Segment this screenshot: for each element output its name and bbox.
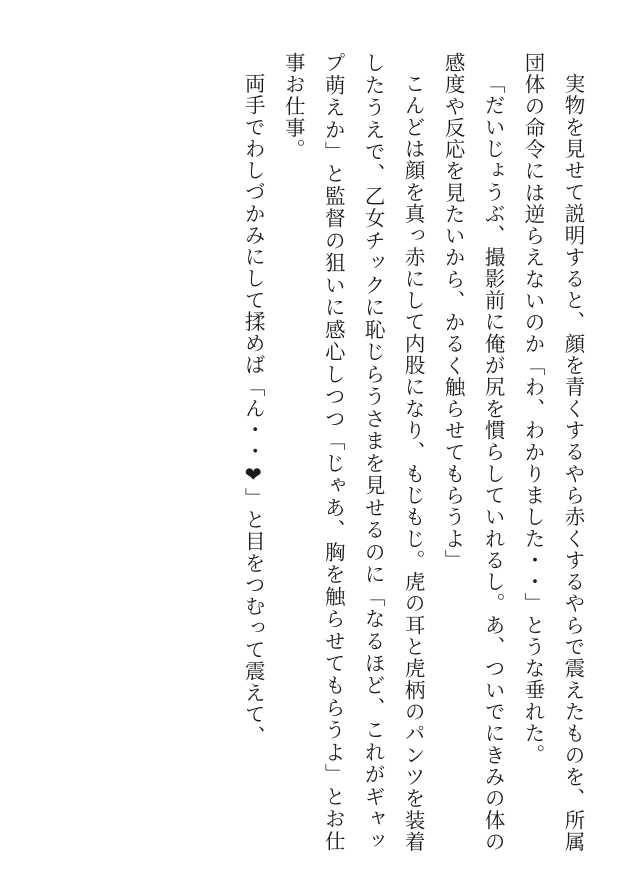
paragraph-1: 実物を見せて説明すると、顔を青くするやら赤くするやらで震えたものを、所属団体の命令には逆らえないのか「わ、わかりました・・」とうな垂れた。 xyxy=(521,52,585,852)
vertical-text-body xyxy=(40,52,592,852)
paragraph-3: こんどは顔を真っ赤にして内股になり、もじもじ。虎の耳と虎柄のパンツを装着したうえで、乙女チックに恥じらうさまを見せるのに「なるほど、これがギャップ萌えか」と監督の狙いに感心しつつ「じゃあ、胸を触らせてもらうよ」とお仕事お仕事。 xyxy=(281,52,426,852)
paragraph-2: 「だいじょうぶ、撮影前に俺が尻を慣らしていれるし。あ、ついでにきみの体の感度や反応を見たいから、かるく触らせてもらうよ」 xyxy=(441,52,506,852)
paragraph-4: 両手でわしづかみにして揉めば「ん・・❤」と目をつむって震えて、 xyxy=(241,72,266,747)
